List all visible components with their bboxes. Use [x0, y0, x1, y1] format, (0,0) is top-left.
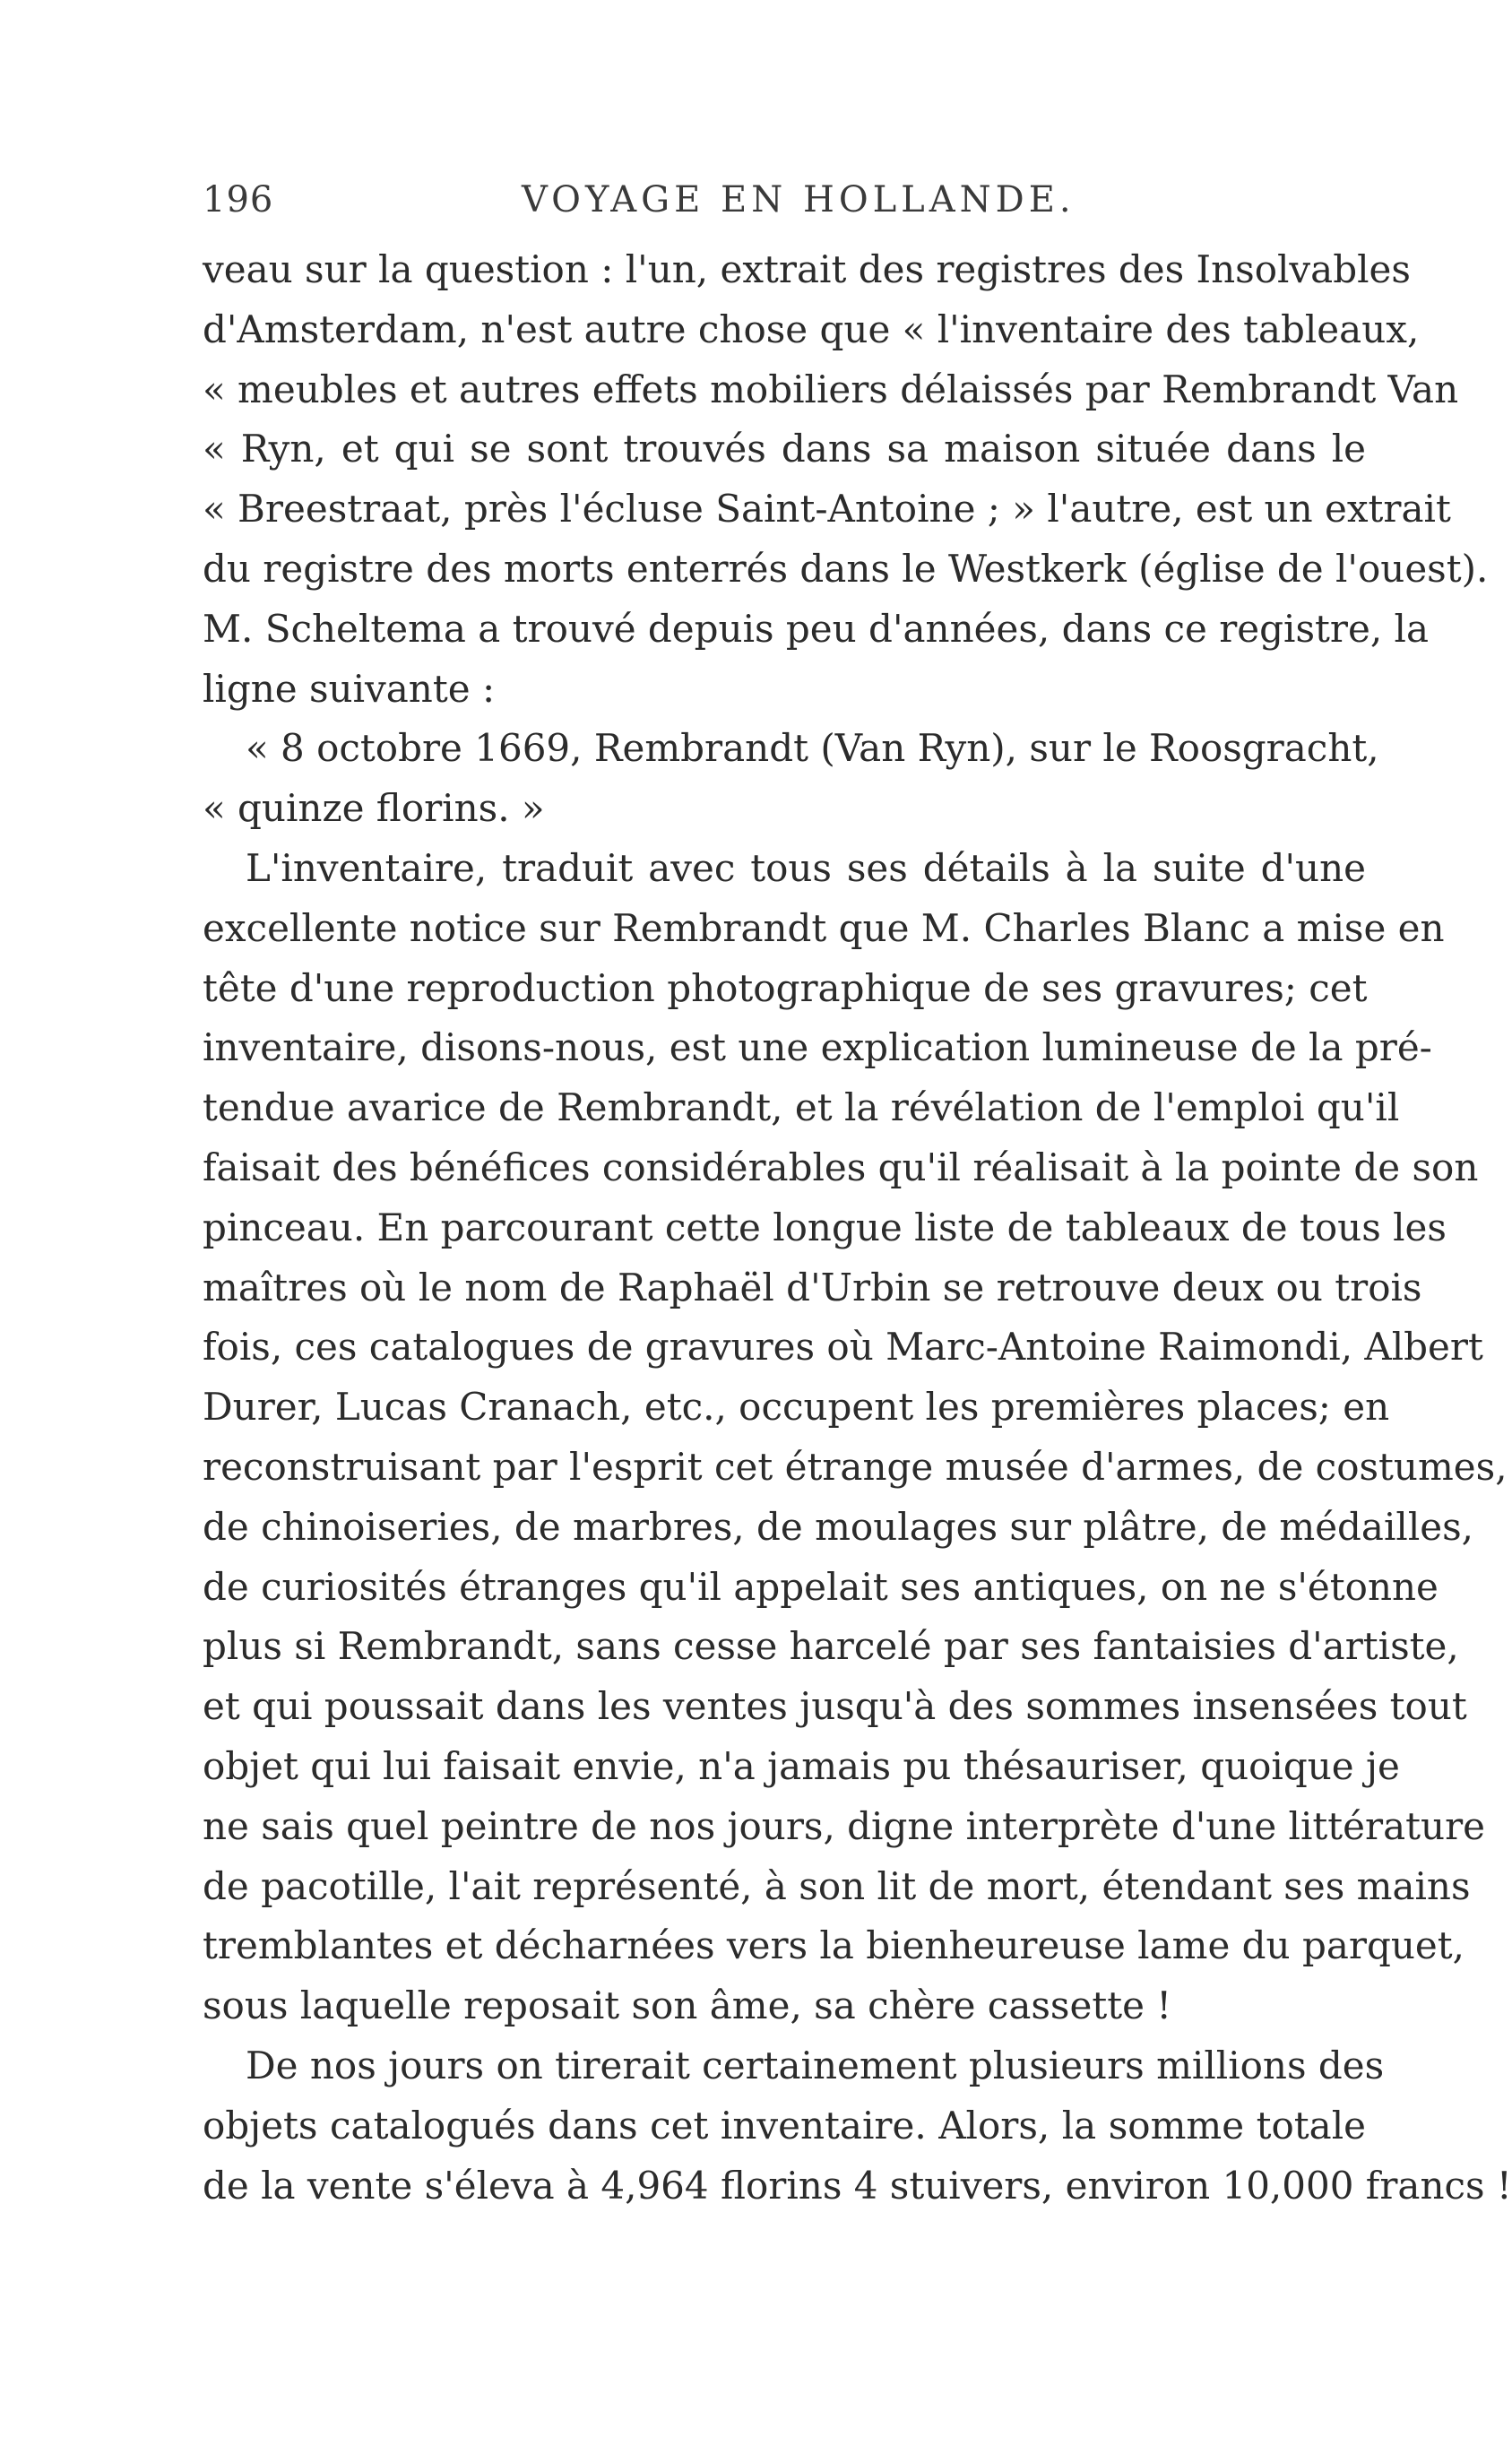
text-line: « quinze florins. » [203, 786, 545, 831]
text-line: ne sais quel peintre de nos jours, digne interprète d'une littérature [203, 1803, 1486, 1848]
text-line: Durer, Lucas Cranach, etc., occupent les premières places; en [203, 1385, 1390, 1430]
text-line: fois, ces catalogues de gravures où Marc-Antoine Raimondi, Albert [203, 1325, 1483, 1370]
text-line: de pacotille, l'ait représenté, à son lit de mort, étendant ses mains [203, 1863, 1471, 1908]
text-line: et qui poussait dans les ventes jusqu'à des sommes insensées tout [203, 1684, 1467, 1729]
text-line: tête d'une reproduction photographique de ses gravures; cet [203, 965, 1368, 1010]
text-line: De nos jours on tirerait certainement plusieurs millions des [246, 2043, 1385, 2087]
text-line: du registre des morts enterrés dans le Westkerk (église de l'ouest). [203, 546, 1489, 591]
text-line: veau sur la question : l'un, extrait des registres des Insolvables [203, 247, 1411, 291]
text-line: L'inventaire, traduit avec tous ses détails à la suite d'une [246, 845, 1366, 890]
text-line: de chinoiseries, de marbres, de moulages sur plâtre, de médailles, [203, 1504, 1474, 1549]
text-line: tremblantes et décharnées vers la bienheureuse lame du parquet, [203, 1923, 1464, 1968]
text-line: objets catalogués dans cet inventaire. Alors, la somme totale [203, 2103, 1366, 2147]
text-line: ligne suivante : [203, 666, 496, 711]
text-line: « 8 octobre 1669, Rembrandt (Van Ryn), sur le Roosgracht, [246, 726, 1379, 771]
text-line: tendue avarice de Rembrandt, et la révélation de l'emploi qu'il [203, 1085, 1400, 1130]
text-line: pinceau. En parcourant cette longue liste de tableaux de tous les [203, 1205, 1447, 1249]
text-line: « meubles et autres effets mobiliers délaissés par Rembrandt Van [203, 367, 1459, 411]
running-title: VOYAGE EN HOLLANDE. [522, 179, 1076, 220]
text-line: « Breestraat, près l'écluse Saint-Antoine ; » l'autre, est un extrait [203, 487, 1451, 531]
text-line: reconstruisant par l'esprit cet étrange musée d'armes, de costumes, [203, 1444, 1508, 1489]
page-number: 196 [203, 179, 274, 220]
text-line: de la vente s'éleva à 4,964 florins 4 stuivers, environ 10,000 francs ! [203, 2163, 1512, 2208]
text-line: « Ryn, et qui se sont trouvés dans sa maison située dans le [203, 427, 1366, 471]
text-line: M. Scheltema a trouvé depuis peu d'années, dans ce registre, la [203, 606, 1429, 651]
text-line: maîtres où le nom de Raphaël d'Urbin se retrouve deux ou trois [203, 1265, 1422, 1309]
text-line: sous laquelle reposait son âme, sa chère cassette ! [203, 1983, 1172, 2028]
text-line: faisait des bénéfices considérables qu'il réalisait à la pointe de son [203, 1145, 1479, 1189]
text-line: d'Amsterdam, n'est autre chose que « l'inventaire des tableaux, [203, 307, 1420, 351]
running-head [203, 179, 1366, 233]
text-line: excellente notice sur Rembrandt que M. Charles Blanc a mise en [203, 905, 1445, 950]
text-line: objet qui lui faisait envie, n'a jamais pu thésauriser, quoique je [203, 1743, 1400, 1788]
text-line: plus si Rembrandt, sans cesse harcelé par ses fantaisies d'artiste, [203, 1624, 1459, 1669]
text-line: inventaire, disons-nous, est une explication lumineuse de la pré- [203, 1025, 1432, 1070]
text-line: de curiosités étranges qu'il appelait ses antiques, on ne s'étonne [203, 1564, 1439, 1609]
body-text [203, 240, 1512, 2216]
